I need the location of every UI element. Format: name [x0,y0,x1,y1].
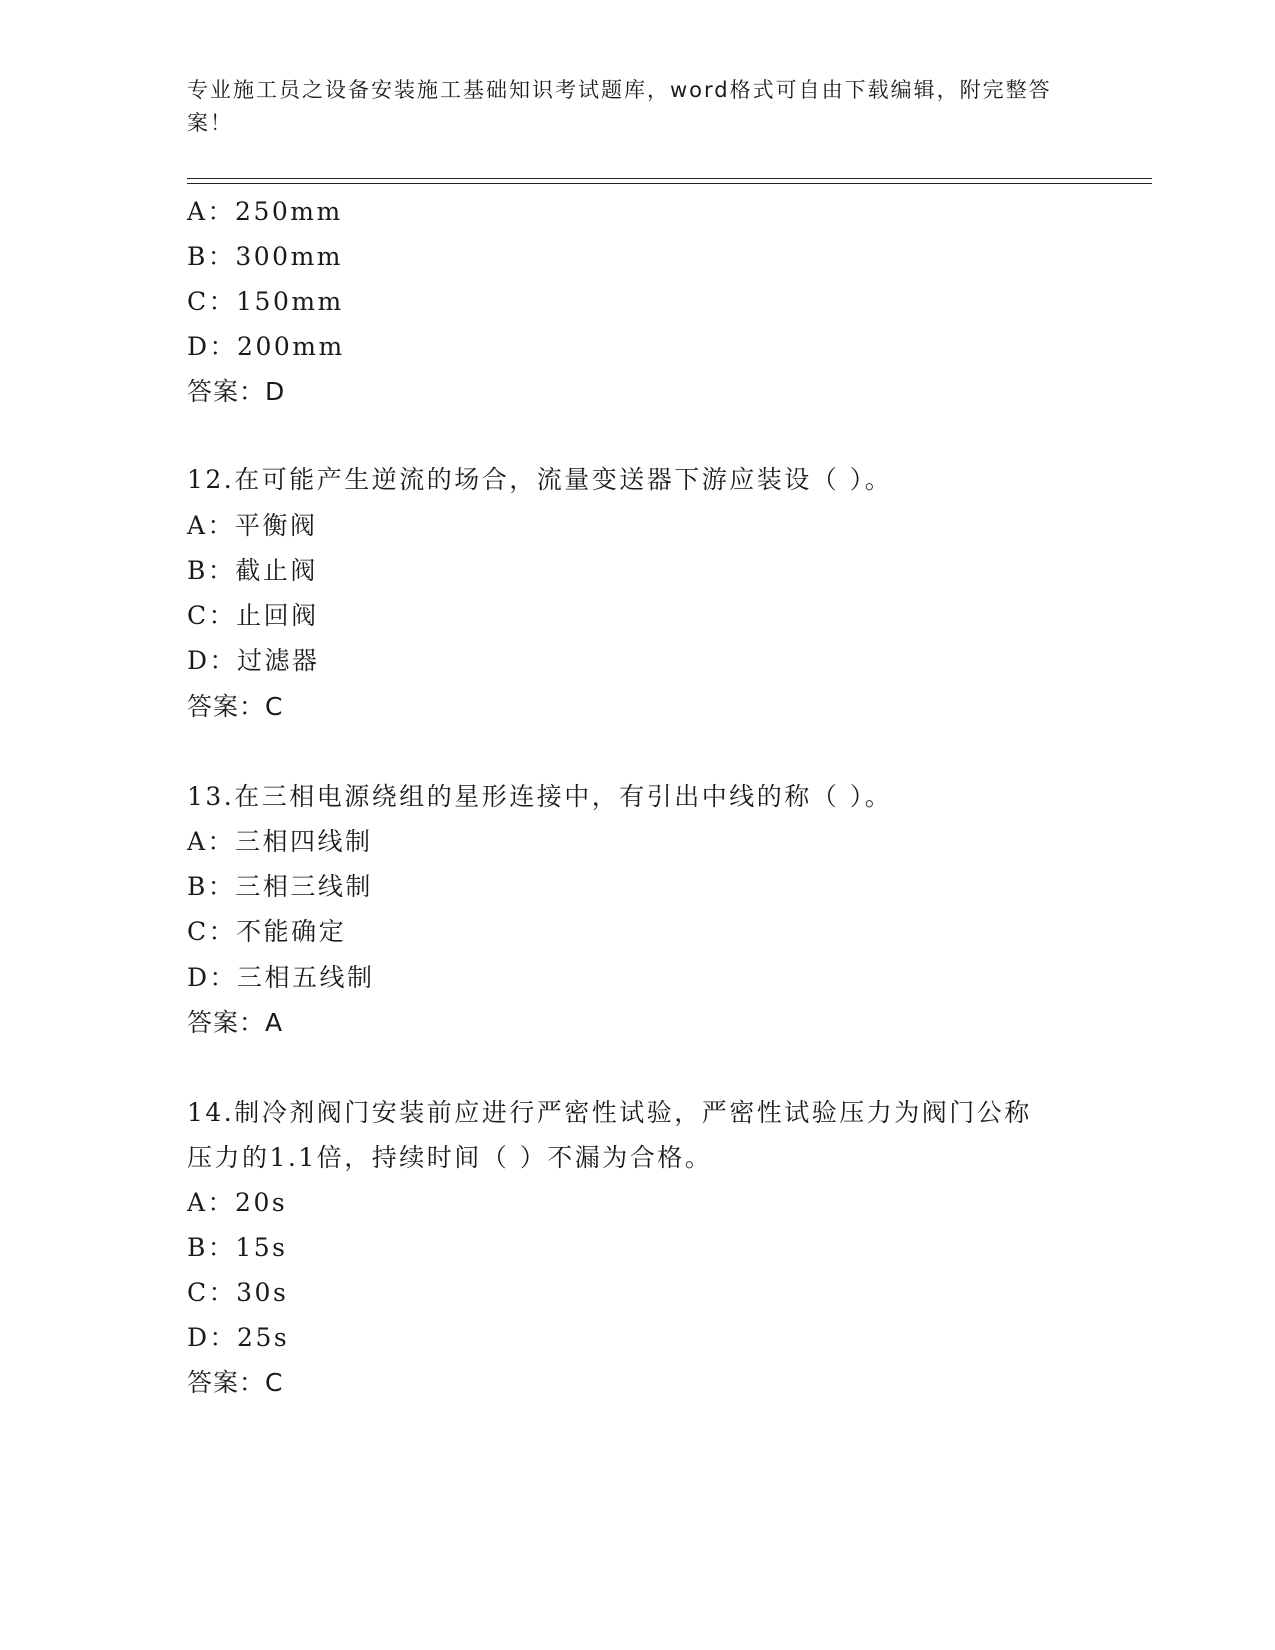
document-header: 专业施工员之设备安装施工基础知识考试题库，word格式可自由下载编辑，附完整答案！ [187,78,1052,135]
option-c: C：止回阀 [187,601,319,630]
option-c: C：不能确定 [187,917,347,946]
option-a: A：250mm [187,197,343,226]
answer-label: 答案：D [187,377,286,406]
question-text-line2: 压力的1.1倍，持续时间（ ）不漏为合格。 [187,1143,713,1172]
answer-label: 答案：C [187,1368,284,1397]
header-rule-bottom [187,183,1152,184]
option-b: B：截止阀 [187,556,318,585]
option-a: A：平衡阀 [187,511,318,540]
option-a: A：20s [187,1188,288,1217]
option-d: D：200mm [187,332,345,361]
question-text: 13.在三相电源绕组的星形连接中，有引出中线的称（ ）。 [187,782,893,811]
option-d: D：25s [187,1323,290,1352]
option-b: B：三相三线制 [187,872,373,901]
option-c: C：150mm [187,287,344,316]
header-rule-top [187,178,1152,179]
option-c: C：30s [187,1278,289,1307]
option-a: A：三相四线制 [187,827,373,856]
answer-label: 答案：A [187,1008,284,1037]
question-text-line1: 14.制冷剂阀门安装前应进行严密性试验，严密性试验压力为阀门公称 [187,1098,1032,1127]
option-b: B：300mm [187,242,344,271]
option-d: D：三相五线制 [187,963,375,992]
option-b: B：15s [187,1233,288,1262]
question-text: 12.在可能产生逆流的场合，流量变送器下游应装设（ ）。 [187,465,893,494]
option-d: D：过滤器 [187,646,320,675]
answer-label: 答案：C [187,692,284,721]
